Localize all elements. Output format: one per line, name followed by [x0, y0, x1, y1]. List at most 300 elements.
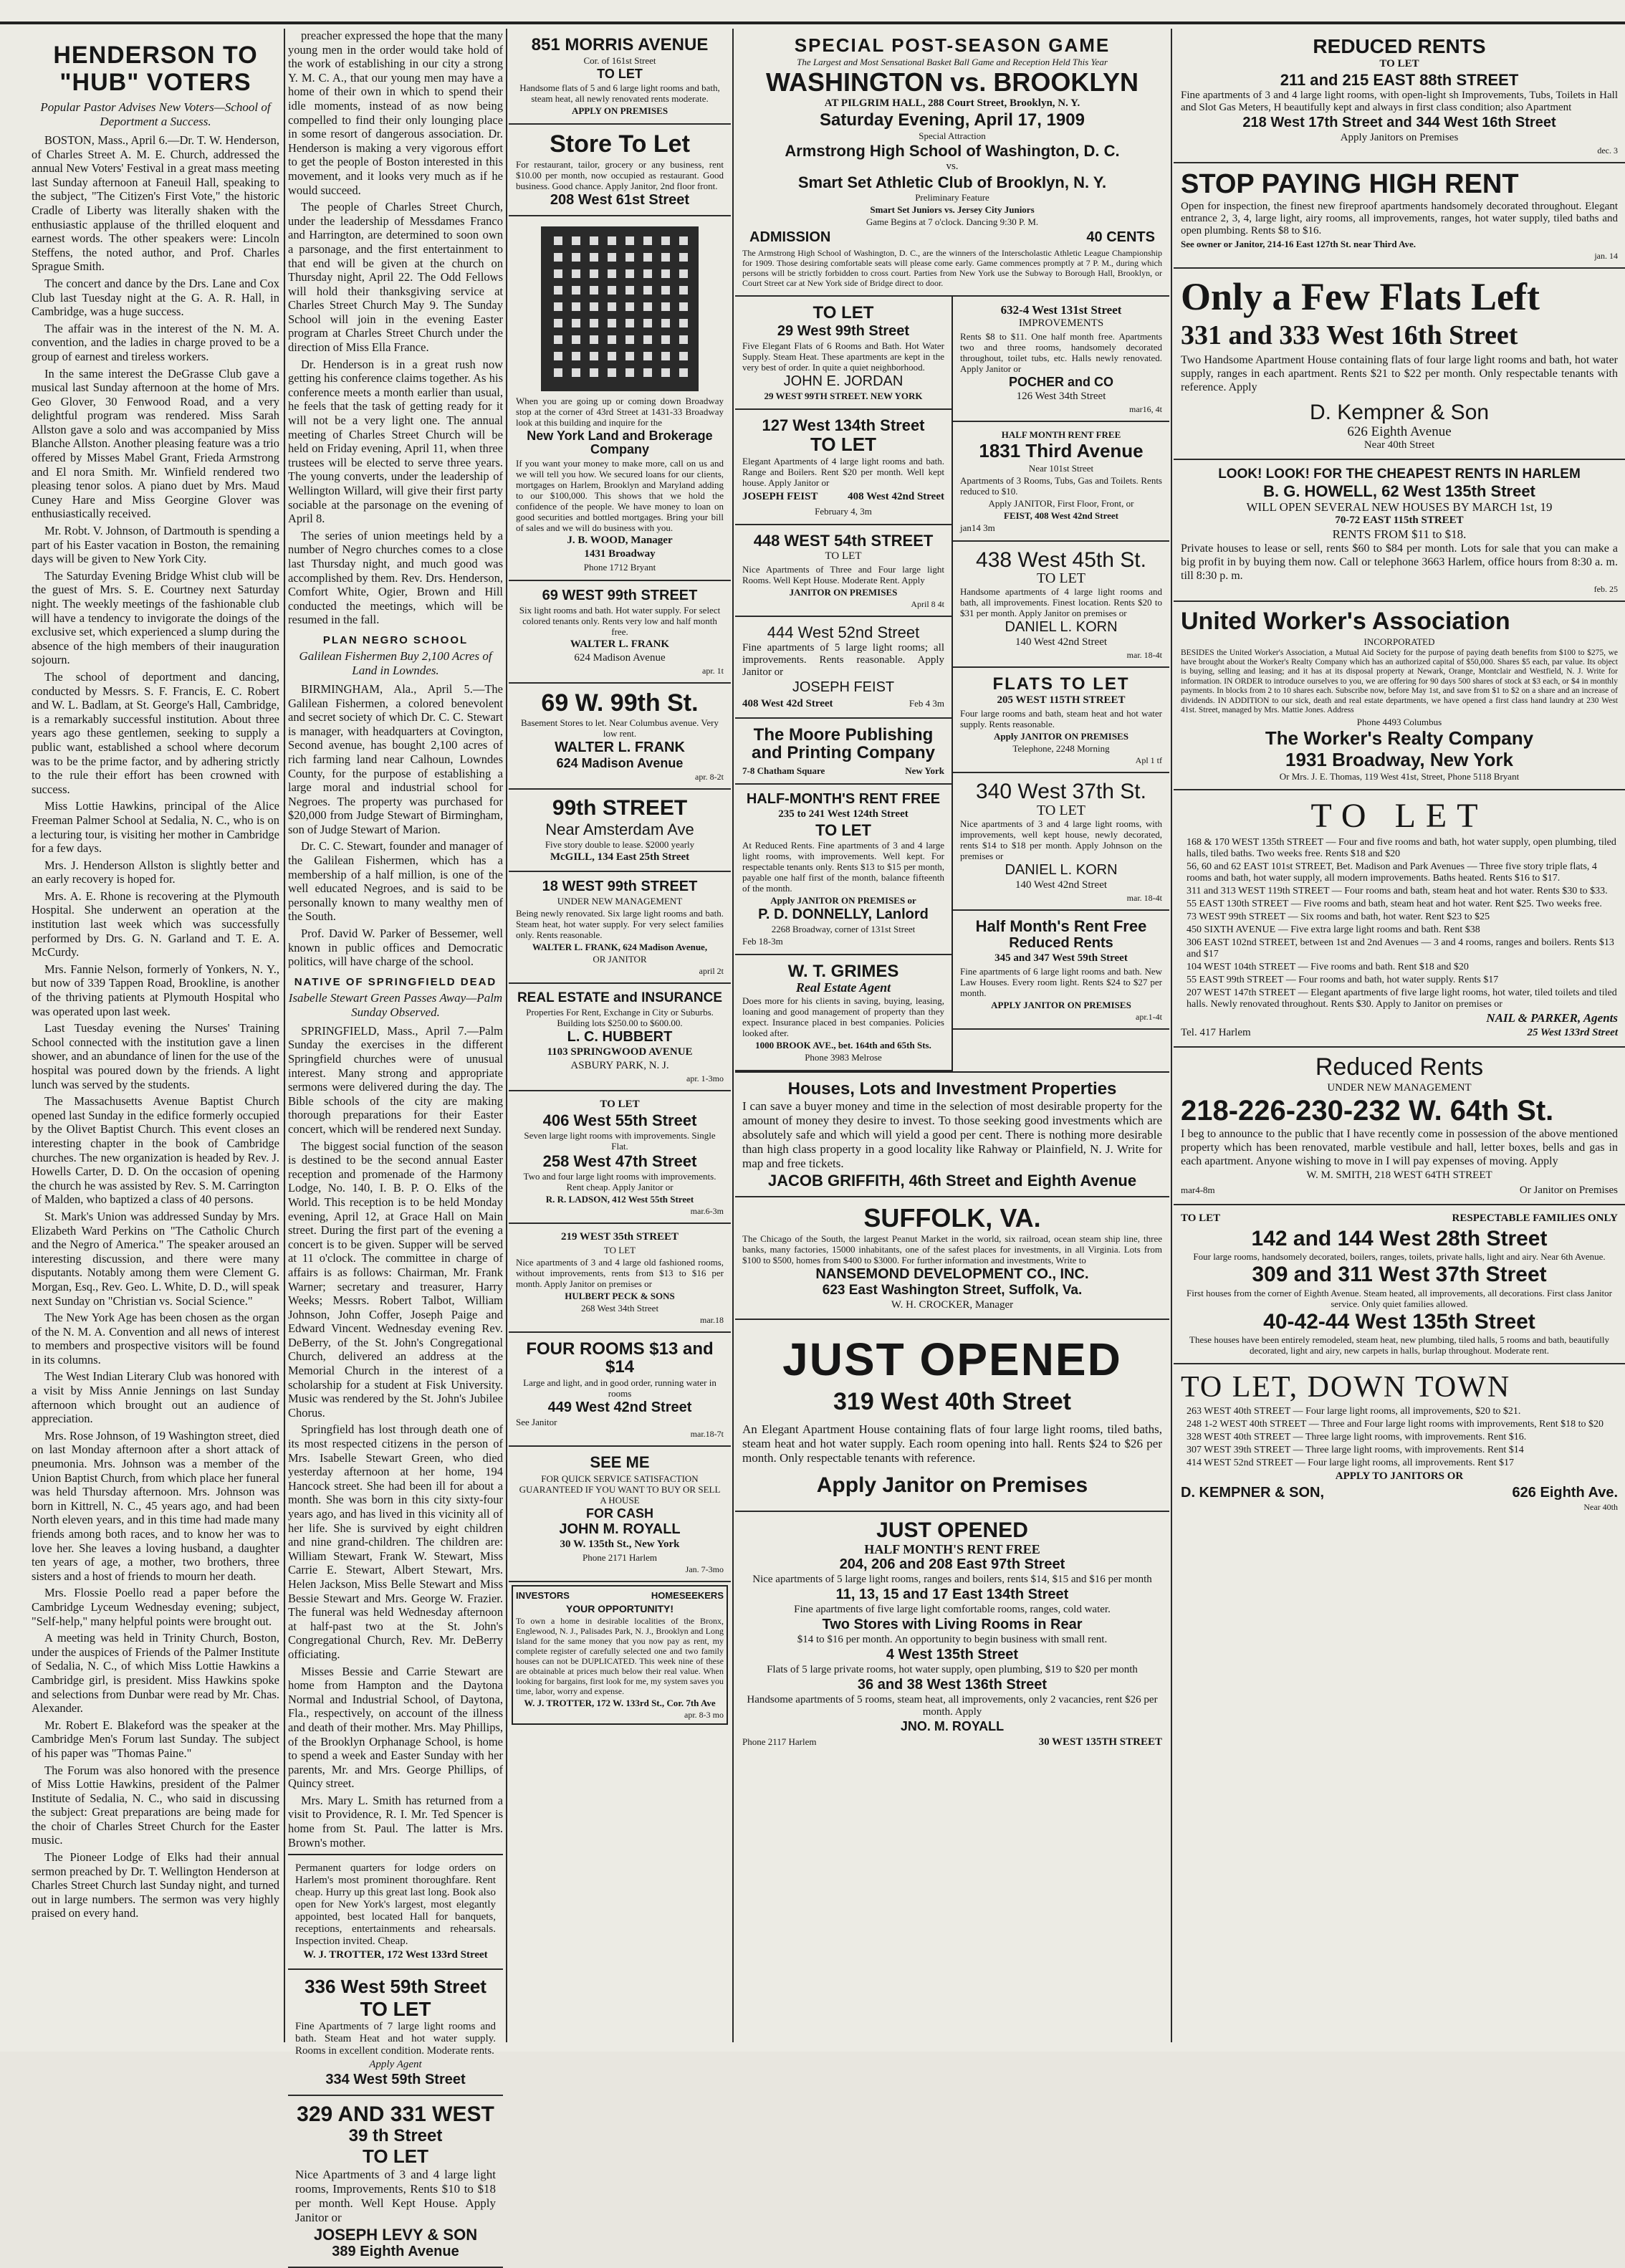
ad-address-2: 218 West 17th Street and 344 West 16th Street	[1242, 115, 1556, 131]
ad-footer-row	[1181, 1183, 1618, 1198]
ad-title: 69 WEST 99th STREET	[542, 587, 698, 603]
ad-title: Reduced Rents	[1315, 1053, 1484, 1081]
listing-item: 55 EAST 130th STREET — Five rooms and bath, steam heat and hot water. Rent $25. Two weeks free.	[1187, 899, 1602, 910]
ads-column-3	[509, 29, 731, 2042]
ad-address: 211 and 215 EAST 88th STREET	[1280, 71, 1519, 90]
window-shape	[625, 236, 634, 245]
listing-item: 328 WEST 40th STREET — Three large light rooms, with improvements. Rent $16.	[1187, 1432, 1527, 1443]
window-shape	[554, 286, 562, 295]
window-shape	[572, 335, 580, 344]
news-paragraph: BIRMINGHAM, Ala., April 5.—The Galilean Fishermen, a colored benevolent and secret society of which Dr. C. C. Stewart is manager, with headquarters at Covington, Second avenue, has bought 2,100 acres of rich farming land near Calhoun, Lowndes County, for the purpose of establishing a large moral and industrial school for Negroes. The property was purchased for $20,000 from Judge Stewart of Birmingham, son of Judge Stewart of Marion.	[288, 681, 503, 836]
ad-subtitle: The Largest and Most Sensational Basket Ball Game and Reception Held This Year	[797, 57, 1108, 68]
ad-title: 438 West 45th St.	[976, 547, 1146, 572]
ad-contact: W. M. SMITH, 218 WEST 64TH STREET	[1306, 1169, 1492, 1181]
ad-title-2: Two Stores with Living Rooms in Rear	[822, 1616, 1083, 1632]
ad-subtitle: TO LET	[1379, 58, 1419, 70]
window-shape	[679, 269, 688, 278]
ad-329	[288, 2096, 503, 2268]
news-paragraph: Dr. Henderson is in a great rush now getting his conference claims together. As his conference meets a month earlier than usual, he feels that the task of getting ready for it will not be a very light one. The annual meeting of Charles Street Church will be held on Friday evening, April 11, when three trustees will be elected to serve three years. The young converts, under the leadership of Wellington Willard, will give their first party sociable at the parsonage on the evening of April 8.	[288, 357, 503, 526]
ad-text: Properties For Rent, Exchange in City or Suburbs. Building lots $250.00 to $600.00.	[526, 1006, 714, 1028]
window-shape	[643, 335, 652, 344]
news-paragraph: Mr. Robert E. Blakeford was the speaker at the Cambridge Men's Forum last Sunday. The subject of his paper was "Thomas Paine."	[32, 1718, 279, 1760]
ad-title: TO LET	[600, 1098, 640, 1110]
ad-title: SUFFOLK, VA.	[863, 1203, 1041, 1233]
ad-manager: W. H. CROCKER, Manager	[891, 1298, 1014, 1311]
listing-item: 207 WEST 147th STREET — Elegant apartments of five large light rooms, hot water, tiled toilets and tiled halls. Newly renovated throughout. Rents $30. Apply to Janitor on premises or	[1187, 987, 1617, 1010]
ad-apply: Apply JANITOR, First Floor, Front, or	[988, 497, 1134, 509]
ad-address: 268 West 34th Street	[580, 1302, 659, 1314]
ad-address: 331 and 333 West 16th Street	[1181, 320, 1518, 351]
ad-subtitle: HALF MONTH'S RENT FREE	[864, 1541, 1040, 1556]
ad-contact: JOSEPH FEIST	[742, 491, 818, 503]
ad-city: ASBURY PARK, N. J.	[570, 1059, 669, 1071]
ad-grimes	[735, 955, 951, 1071]
ad-632-west-131st	[953, 297, 1169, 422]
ad-apply: JANITOR ON PREMISES	[789, 587, 898, 598]
window-shape	[608, 286, 616, 295]
ad-subtitle: UNDER NEW MANAGEMENT	[557, 895, 683, 906]
window-shape	[554, 319, 562, 327]
ad-99th	[509, 790, 731, 872]
ad-address: 319 West 40th Street	[833, 1388, 1071, 1416]
news-paragraph: Springfield has lost through death one of its most respected citizens in the person of Mrs. Isabelle Stewart Green, who died yesterday afternoon at her home, 194 Hancock street. She had been ill for about a month. She was born in this city sixty-four years ago, and has lived in this vicinity all of her life. She is survived by eight children and nine grand-children. The children are: William Stewart, Frank W. Stewart, Miss Carrie E. Stewart, Albert Stewart, Mrs. Helen Jackson, Miss Belle Stewart and Miss Bessie Stewart and Mrs. George W. Frazier. The funeral was held Wednesday afternoon at half-past two at the St. John's Congregational Church, Rev. Mr. DeBerry officiating.	[288, 1422, 503, 1661]
ad-lodge	[288, 1854, 503, 1970]
window-shape	[608, 368, 616, 377]
ad-address-2: 626 Eighth Avenue	[1347, 424, 1452, 439]
ad-time: Game Begins at 7 o'clock. Dancing 9:30 P. M.	[866, 216, 1039, 228]
ad-1831-third-avenue	[953, 422, 1169, 541]
ad-date: mar16, 4t	[1129, 404, 1162, 415]
window-shape	[554, 269, 562, 278]
ad-text-2: Private houses to lease or sell, rents $60 to $84 per month. Lots for sale that you can make a big profit in by buying them now. Call or telephone 3663 Harlem, office hours from 8:30 a. m. till 8:30 p. m.	[1181, 542, 1618, 582]
headline: HENDERSON TO "HUB" VOTERS	[53, 42, 258, 96]
news-column-1	[32, 29, 279, 2042]
ad-title: United Worker's Association	[1181, 607, 1510, 635]
window-shape	[608, 269, 616, 278]
ad-subtitle: TO LET	[815, 820, 871, 839]
window-shape	[643, 319, 652, 327]
ad-look-look	[1174, 460, 1625, 602]
ad-text: Nice apartments of 5 large light rooms, ranges and boilers, rents $14, $15 and $16 per month	[752, 1573, 1152, 1585]
ad-contact: WALTER L. FRANK	[570, 638, 670, 650]
column-rule	[1171, 29, 1172, 2042]
ad-text-3: $14 to $16 per month. An opportunity to begin business with small rent.	[797, 1633, 1108, 1645]
listing-item: 168 & 170 WEST 135th STREET — Four and five rooms and bath, hot water supply, open plumbing, tiled halls, tiled baths. Two weeks free. Rents $18 and $20	[1187, 837, 1616, 860]
ad-address: 204, 206 and 208 East 97th Street	[839, 1556, 1065, 1572]
ad-apply: Apply Agent	[369, 2058, 422, 2070]
ad-contact: JOHN E. JORDAN	[783, 373, 903, 389]
ad-address: 624 Madison Avenue	[556, 756, 684, 771]
ad-address: 205 WEST 115TH STREET	[997, 694, 1126, 707]
ad-date: mar.6-3m	[690, 1205, 724, 1216]
window-shape	[625, 368, 634, 377]
ad-date: apr. 1t	[702, 665, 724, 676]
ad-title: 219 WEST 35th STREET	[560, 1230, 679, 1243]
window-shape	[590, 319, 598, 327]
ad-text: Seven large light rooms with improvements. Single Flat.	[524, 1129, 716, 1152]
ad-title: FLATS TO LET	[992, 674, 1130, 694]
ad-date: feb. 25	[1593, 583, 1618, 594]
ad-apply: See Janitor	[516, 1417, 557, 1428]
ad-contact: D. Kempner & Son	[1309, 401, 1490, 425]
ad-title: W. T. GRIMES	[787, 961, 899, 981]
window-shape	[679, 368, 688, 377]
ad-69-w-99th-stores	[509, 684, 731, 790]
window-shape	[608, 352, 616, 360]
ad-title: 18 WEST 99th STREET	[542, 878, 698, 894]
ad-date: February 4, 3m	[815, 506, 872, 517]
ad-address: 406 West 55th Street	[542, 1111, 697, 1129]
ad-team-2: Smart Set Athletic Club of Brooklyn, N. Y.	[797, 173, 1107, 192]
ad-contact: McGILL, 134 East 25th Street	[550, 851, 690, 863]
ad-448-west-54th	[735, 525, 951, 617]
ad-contact: JACOB GRIFFITH, 46th Street and Eighth Avenue	[767, 1172, 1137, 1190]
window-shape	[661, 286, 670, 295]
window-shape	[608, 319, 616, 327]
window-shape	[679, 302, 688, 311]
ad-address-2: 408 West 42nd Street	[848, 491, 944, 503]
ad-contact: WALTER L. FRANK	[555, 740, 685, 756]
ad-title: 1831 Third Avenue	[979, 440, 1144, 462]
ad-contact-row	[742, 489, 944, 504]
news-paragraph: Mr. Robt. V. Johnson, of Dartmouth is spending a part of his Easter vacation in Boston, the remaining days will be given to New York City.	[32, 524, 279, 566]
ad-address: 1931 Broadway, New York	[1285, 748, 1513, 770]
ad-left-title: TO LET	[1181, 1212, 1221, 1224]
ad-contact: JNO. M. ROYALL	[900, 1718, 1005, 1733]
ad-title: TO LET	[810, 433, 876, 455]
ad-phone: Phone 3983 Melrose	[805, 1051, 882, 1063]
window-shape	[608, 335, 616, 344]
window-shape	[554, 236, 562, 245]
ad-address-row	[742, 697, 944, 712]
ad-text: The Chicago of the South, the largest Peanut Market in the world, six railroad, ocean steam ship line, three banks, many factories, 15000 inhabitants, one of the safest places for investments, in all Virginia. Lots from $100 to $500, homes from $400 to $3000. For further information and investments, Write to	[742, 1233, 1162, 1265]
ad-text: Being newly renovated. Six large light rooms and bath. Steam heat, hot water supply. For very select families only. Rents reasonable.	[516, 907, 724, 940]
ad-subtitle: YOUR OPPORTUNITY!	[565, 1602, 674, 1614]
window-shape	[572, 269, 580, 278]
ad-address-2: 2268 Broadway, corner of 131st Street	[771, 923, 916, 934]
ad-title: FOUR ROOMS $13 and $14	[526, 1339, 714, 1377]
ads-column-4	[735, 29, 1169, 2042]
ad-text: Apartments of 3 Rooms, Tubs, Gas and Toilets. Rents reduced to $10.	[960, 474, 1162, 497]
window-shape	[643, 253, 652, 262]
window-shape	[572, 253, 580, 262]
listing-list	[1181, 837, 1618, 1010]
ad-date: April 8 4t	[911, 599, 944, 610]
ad-127-west-134th	[735, 410, 951, 525]
window-shape	[572, 286, 580, 295]
ad-right-title: RESPECTABLE FAMILIES ONLY	[1452, 1212, 1618, 1224]
ad-address: 30 W. 135th St., New York	[560, 1539, 680, 1551]
window-shape	[661, 253, 670, 262]
ad-address: 208 West 61st Street	[550, 191, 690, 208]
listing-item: 263 WEST 40th STREET — Four large light rooms, all improvements, $20 to $21.	[1187, 1406, 1521, 1417]
section-subtitle: Galilean Fishermen Buy 2,100 Acres of Land in Lowndes.	[299, 649, 492, 677]
ad-title: 444 West 52nd Street	[767, 623, 920, 642]
listing-item: 450 SIXTH AVENUE — Five extra large light rooms and bath. Rent $38	[1187, 924, 1480, 936]
ad-address-4: 36 and 38 West 136th Street	[857, 1676, 1048, 1693]
ad-text-2: Two and four large light rooms with improvements. Rent cheap. Apply Janitor or	[523, 1170, 716, 1192]
ad-address-2: 309 and 311 West 37th Street	[1252, 1263, 1547, 1287]
window-shape	[661, 319, 670, 327]
ad-subtitle: Near Amsterdam Ave	[545, 820, 694, 838]
window-shape	[661, 302, 670, 311]
ad-subtitle: IMPROVEMENTS	[1018, 317, 1104, 330]
news-paragraph: The concert and dance by the Drs. Lane and Cox Club last Tuesday night at the G. A. R. Hall, in Cambridge, was a huge success.	[32, 276, 279, 319]
ad-contact: DANIEL L. KORN	[1005, 619, 1118, 636]
ad-text: Fine Apartments of 7 large light rooms and bath. Steam Heat and hot water supply. Rooms in excellent condition. Moderate rents.	[295, 2020, 496, 2057]
ad-subtitle: TO LET	[1037, 802, 1085, 818]
ad-preliminary-2: Smart Set Juniors vs. Jersey City Juniors	[870, 204, 1035, 216]
ad-respectable-families	[1174, 1205, 1625, 1365]
section-body	[288, 682, 503, 969]
ad-date: jan14 3m	[960, 522, 995, 533]
window-shape	[572, 236, 580, 245]
window-shape	[554, 335, 562, 344]
ad-date: mar.18-7t	[690, 1429, 724, 1440]
ad-29-west-99th	[735, 297, 951, 409]
ad-title-row	[516, 1589, 724, 1602]
news-paragraph: The Forum was also honored with the presence of Miss Lottie Hawkins, president of the Palmer Institute of Sedalia, N. C., who said in discussing the subject: Great preparations are being made for the choir of Charles Street Church for the Easter music.	[32, 1763, 279, 1847]
ad-contact: POCHER and CO	[1008, 375, 1113, 390]
news-paragraph: Mrs. A. E. Rhone is recovering at the Plymouth Hospital. She underwent an operation at the institution last week which was successfully performed by Drs. G. N. Garland and T. E. A. McCurdy.	[32, 889, 279, 960]
window-shape	[554, 368, 562, 377]
news-paragraph: A meeting was held in Trinity Church, Boston, under the auspices of Friends of the Palmer Institute of Sedalia, N. C., of which Miss Lottie Hawkins a Cambridge girl, is president. Miss Hawkins spoke and selections from Dunbar were read by Mr. Chas. Alexander.	[32, 1631, 279, 1716]
ads-column-5	[1174, 29, 1625, 2042]
ad-basketball-game	[735, 29, 1169, 297]
ad-headline: TO LET	[597, 67, 643, 82]
ad-219-west-35th	[509, 1224, 731, 1333]
window-shape	[643, 236, 652, 245]
listing-item: 248 1-2 WEST 40th STREET — Three and Four large light rooms with improvements, Rent $18 to $20	[1187, 1419, 1604, 1430]
ad-date: dec. 3	[1597, 145, 1618, 156]
window-shape	[679, 236, 688, 245]
ad-address-2: 29 WEST 99TH STREET. NEW YORK	[764, 390, 923, 401]
column-rule	[284, 29, 285, 2042]
news-column-2	[288, 29, 503, 2260]
ad-18-west-99th	[509, 872, 731, 984]
news-paragraph: Mrs. Mary L. Smith has returned from a visit to Providence, R. I. Mr. Ted Spencer is home from St. Paul. The latter is Mrs. Brown's mother.	[288, 1793, 503, 1850]
ad-address: 235 to 241 West 124th Street	[778, 808, 909, 820]
ad-text: Four large rooms and bath, steam heat and hot water supply. Rents reasonable.	[960, 708, 1162, 730]
ad-contact: B. G. HOWELL, 62 West 135th Street	[1263, 482, 1535, 500]
top-rule	[0, 21, 1625, 24]
ad-subtitle: INCORPORATED	[1363, 636, 1435, 647]
ad-footer-row	[1181, 1025, 1618, 1040]
ad-investors	[512, 1585, 728, 1724]
ad-title: LOOK! LOOK! FOR THE CHEAPEST RENTS IN HARLEM	[1218, 466, 1581, 482]
ad-price: 40 CENTS	[1086, 229, 1155, 246]
ad-address: 408 West 42d Street	[742, 698, 833, 710]
subhead: Popular Pastor Advises New Voters—School of Deportment a Success.	[40, 100, 271, 128]
ad-contact: FEIST, 408 West 42nd Street	[1004, 509, 1118, 521]
news-paragraph: The series of union meetings held by a number of Negro churches comes to a close last Thursday night, and much good was accomplished by them. Rev. Drs. Henderson, Comfort White, Ogier, Brown and Hill conducted the meetings, which will be resumed in the fall.	[288, 528, 503, 627]
ad-subtitle: TO LET	[1037, 570, 1085, 587]
ad-teams: WASHINGTON vs. BROOKLYN	[765, 67, 1139, 97]
ad-text: Four large rooms, handsomely decorated, boilers, ranges, toilets, private halls, light and airy. Near 6th Avenue.	[1193, 1251, 1606, 1263]
ad-title: JUST OPENED	[782, 1333, 1122, 1385]
ad-406-west-55th	[509, 1091, 731, 1224]
ad-subtitle-2: Or Janitor on Premises	[1519, 1184, 1618, 1196]
ad-title-2: The Worker's Realty Company	[1265, 727, 1534, 750]
ad-footer-row	[742, 1735, 1162, 1750]
window-shape	[625, 352, 634, 360]
window-shape	[608, 302, 616, 311]
ad-text-4: Flats of 5 large private rooms, hot water supply, open plumbing, $19 to $20 per month	[767, 1663, 1138, 1675]
news-paragraph: Prof. David W. Parker of Bessemer, well known in public offices and Democratic politics, will have charge of the school.	[288, 927, 503, 969]
ad-subtitle: Near 40th Street	[1363, 439, 1435, 451]
ad-address: 140 West 42nd Street	[1015, 879, 1108, 891]
window-shape	[679, 352, 688, 360]
ad-address: 127 West 134th Street	[762, 416, 925, 434]
ad-address: 70-72 EAST 115th STREET	[1335, 514, 1464, 526]
window-shape	[679, 286, 688, 295]
ad-date: Jan. 7-3mo	[685, 1564, 724, 1575]
ad-title: 99th STREET	[552, 796, 688, 820]
ad-preliminary: Preliminary Feature	[915, 192, 989, 204]
ad-text: Open for inspection, the finest new fireproof apartments handsomely decorated throughout. Elegant entrance 2, 3, 4, large light, airy rooms, all improvements, ranges, hot water supply, tiled baths and open plumbing. Rents $8 to $16.	[1181, 201, 1618, 237]
news-paragraph: The New York Age has been chosen as the organ of the N. M. A. Convention and all news of interest to members and prospective visitors will be found in its columns.	[32, 1311, 279, 1367]
ad-text: Five story double to lease. $2000 yearly	[545, 838, 695, 850]
section-title: PLAN NEGRO SCHOOL	[322, 633, 469, 646]
ad-houses-lots	[735, 1071, 1169, 1197]
ad-caption: When you are going up or coming down Broadway stop at the corner of 43rd Street at 1431-33 Broadway look at this building and inquire for the	[516, 395, 724, 428]
ad-date: Feb 4 3m	[909, 698, 944, 709]
ad-date: Apl 1 tf	[1135, 755, 1162, 766]
ad-text: Large and light, and in good order, running water in rooms	[523, 1377, 716, 1399]
listing-item: 73 WEST 99th STREET — Six rooms and bath, hot water. Rent $23 to $25	[1187, 911, 1490, 923]
ad-left-title: INVESTORS	[516, 1590, 570, 1602]
ad-title: STOP PAYING HIGH RENT	[1181, 169, 1519, 200]
ad-text: If you want your money to make more, call on us and we will tell you how. We secured loans for our clients, mortgages on Harlem, Brooklyn and Maryland adding to our $100,000. This shows that we hold the confidence of the people. We have money to loan on good securities and bottled mortgages. Bring your bill of sales and we will do business with you.	[516, 457, 724, 533]
ad-contact-address: 389 Eighth Avenue	[332, 2244, 459, 2260]
ad-text: Two Handsome Apartment House containing flats of four large light rooms and bath, hot water supply, ranges in each apartment. Rents $21 to $22 per month. Only respectable tenants with reference. Apply	[1181, 354, 1618, 394]
ad-subtitle-2: OR JANITOR	[593, 953, 647, 965]
ad-text: Handsome apartments of 4 large light rooms and bath, all improvements. Finest location. Rents $20 to $31 per month. Apply Janitor on premises or	[960, 586, 1162, 619]
ad-235-west-124th	[735, 785, 951, 955]
ad-contact: JOSEPH FEIST	[792, 679, 895, 696]
ad-apply: Apply JANITOR ON PREMISES or	[770, 894, 916, 906]
ad-title: SEE ME	[590, 1453, 650, 1472]
ad-contact: W. J. TROTTER, 172 West 133rd Street	[303, 1949, 488, 1961]
ad-contact: JOSEPH LEVY & SON	[313, 2225, 478, 2244]
ad-apply: Apply JANITOR ON PREMISES	[994, 731, 1128, 742]
ad-text: Fine apartments of 6 large light rooms and bath. New Law Houses. Every room light. Rents $24 to $27 per month.	[960, 965, 1162, 998]
ad-morris	[509, 29, 731, 125]
column-rule	[506, 29, 507, 2042]
ad-address: 1431 Broadway	[584, 547, 656, 560]
news-paragraph: Last Tuesday evening the Nurses' Training School connected with the institution gave a linen shower, and an abundance of linen for the use of the hospital was poured down by the friends. A light lunch was served by the students.	[32, 1021, 279, 1091]
ads-subcolumn-right	[953, 297, 1169, 1071]
ad-contact: HULBERT PECK & SONS	[565, 1290, 675, 1301]
ad-text: Six light rooms and bath. Hot water supply. For select colored tenants only. Rents very low and half month free.	[519, 604, 721, 637]
window-shape	[590, 302, 598, 311]
news-paragraph: preacher expressed the hope that the many young men in the order would take hold of the work of establishing in our city a strong Y. M. C. A., that our young men may have a home of their own in which to spend their idle moments, instead of as now being compelled to find their only lounging place in some resort of dangerous association. Dr. Henderson is making a very vigorous effort to get the people of Boston interested in this movement, and it looks very much as if he would succeed.	[288, 29, 503, 197]
news-paragraph: Mrs. Rose Johnson, of 19 Washington street, died on last Monday afternoon after a short attack of pneumonia. Mrs. Johnson was a member of the Union Baptist Church, from which place her funeral was held Thursday afternoon. Mrs. Johnson was born in Kittrell, N. C., 45 years ago, and had been North eleven years, and in this time had made many friends among both races, and to know her was to love her. She leaves a loving husband, a daughter ten years of age, a mother, two brothers, three sisters and a host of friends to mourn her death.	[32, 1428, 279, 1583]
ad-text: Five Elegant Flats of 6 Rooms and Bath. Hot Water Supply. Steam Heat. These apartments are kept in the very best of order. In quite a quiet neighborhood.	[742, 340, 944, 373]
ad-apply: Apply Janitor on Premises	[816, 1473, 1088, 1497]
ad-reduced-rents-88th	[1174, 29, 1625, 163]
news-paragraph: The school of deportment and dancing, conducted by Messrs. S. F. Francis, E. C. Robert and W. L. Badlam, at St. George's Hall, Cambridge, is a remarkably successful institution. About three years ago these gentlemen, seeking to supply a public want, established a school where decorum was to be the prime factor, and by adhering strictly to the rule their effort has been crowned with success.	[32, 669, 279, 796]
ad-address-row	[742, 764, 944, 777]
listing-item: 55 EAST 99th STREET — Four rooms and bath, hot water supply. Rents $17	[1187, 975, 1499, 986]
window-shape	[679, 335, 688, 344]
ad-text: I can save a buyer money and time in the selection of most desirable property for the amount of money they desire to invest. To those seeking good investments which are absolutely safe and which will yield a good per cent. There is nothing more desirable than high class property in a good locality like Rahway or Plainfield, N. J. Write for map and free tickets.	[742, 1099, 1162, 1171]
window-shape	[590, 269, 598, 278]
ad-admission: ADMISSION	[749, 229, 831, 246]
ad-tel: Tel. 417 Harlem	[1181, 1027, 1251, 1039]
ad-subtitle: TO LET	[825, 550, 862, 563]
ad-phone: Phone 1712 Bryant	[583, 561, 656, 573]
listing-list	[1181, 1406, 1618, 1469]
ad-see-me	[509, 1447, 731, 1582]
window-shape	[661, 352, 670, 360]
ad-address: 7-8 Chatham Square	[742, 765, 825, 776]
ad-text: Nice apartments of 3 and 4 large old fashioned rooms, without improvements, rents from $13 to $16 per month. Apply Janitor on premises or	[516, 1256, 724, 1289]
ad-brokerage	[509, 216, 731, 581]
ad-title: HALF-MONTH'S RENT FREE	[746, 790, 941, 807]
ad-text: BESIDES the United Worker's Association, a Mutual Aid Society for the purpose of paying death benefits from $100 to $275, we have brought about the Worker's Realty Company which has an authorized capital of $50,000. Shares $5 each, par value. Its object is buying, selling and leasing; and it has at its disposal property at Newark, Orange, Montclair and Westfield, N. J. Write for information. IN ORDER to introduce ourselves to you, we are offering for 90 days 500 shares of stock at $3 each, or $4 in monthly payments. In blocks from 2 to 10 shares each. Subscribe now, before May 1st, and save from $1 to $2 on a share and an increase of dividends. IN ADDITION to our sick, death and real estate departments, we have opened a first class hand laundry at 230 West 41st. Street, managed by Mrs. Mattie Jones. Address	[1181, 648, 1618, 715]
ad-contact: R. R. LADSON, 412 West 55th Street	[545, 1193, 694, 1205]
window-shape	[625, 335, 634, 344]
ad-title: TO LET	[1310, 797, 1488, 836]
ad-to-let-nail-parker	[1174, 790, 1625, 1048]
ad-just-opened-royall	[735, 1512, 1169, 1755]
ad-address-2: 334 West 59th Street	[325, 2071, 466, 2087]
ad-title: 448 WEST 54th STREET	[753, 532, 934, 550]
ad-contact: W. J. TROTTER, 172 W. 133rd St., Cor. 7th Ave	[524, 1697, 716, 1708]
window-shape	[572, 368, 580, 377]
ad-444-west-52nd	[735, 617, 951, 719]
ad-text: At Reduced Rents. Fine apartments of 3 and 4 large light rooms, with improvements. Well kept. For respectable tenants only. Rents $13 to $15 per month, payable one half first of the month, balance fifteenth of the month.	[742, 839, 944, 894]
ad-336	[288, 1970, 503, 2096]
ad-manager: J. B. WOOD, Manager	[567, 534, 673, 546]
ad-rents: RENTS FROM $11 to $18.	[1332, 527, 1467, 541]
window-shape	[625, 302, 634, 311]
window-shape	[590, 368, 598, 377]
ad-attraction: Special Attraction	[919, 130, 986, 142]
ad-title: New York Land and Brokerage Company	[527, 428, 713, 456]
ad-title: 340 West 37th St.	[976, 780, 1146, 804]
ad-address-3: 4 West 135th Street	[886, 1646, 1019, 1662]
ad-title: REAL ESTATE and INSURANCE	[517, 990, 723, 1005]
ad-apply: APPLY JANITOR ON PREMISES	[991, 999, 1131, 1010]
window-shape	[572, 352, 580, 360]
ad-four-rooms	[509, 1333, 731, 1447]
listing-item: 307 WEST 39th STREET — Three large light rooms, with improvements. Rent $14	[1187, 1445, 1524, 1456]
ad-date: mar.18	[700, 1314, 724, 1325]
window-shape	[572, 302, 580, 311]
ad-title: TO LET	[360, 1997, 431, 2020]
ad-contact: P. D. DONNELLY, Lanlord	[758, 906, 929, 922]
ad-admission-row	[742, 229, 1162, 247]
listing-item: 311 and 313 WEST 119th STREET — Four rooms and bath, steam heat and hot water. Rents $30 to $33.	[1187, 886, 1608, 897]
news-paragraph: Mrs. Fannie Nelson, formerly of Yonkers, N. Y., but now of 339 Tappen Road, Brookline, is another of the thriving patients at Plymouth Hospital who was operated upon last week.	[32, 962, 279, 1018]
ad-phone: Phone 2171 Harlem	[583, 1552, 657, 1564]
ad-address: 336 West 59th Street	[305, 1976, 486, 1998]
ad-title: 69 W. 99th St.	[541, 689, 699, 717]
ad-text: WILL OPEN SEVERAL NEW HOUSES BY MARCH 1st, 19	[1246, 499, 1553, 514]
ad-date: apr.1-4t	[1136, 1011, 1162, 1022]
news-paragraph: BOSTON, Mass., April 6.—Dr. T. W. Henderson, of Charles Street A. M. E. Church, addressed the annual New Voters' Festival in a great mass meeting last Sunday afternoon at Faneuil Hall, speaking to the subject, "The Citizen's First Vote," the historic Cradle of Liberty was literally shaken with the enthusiastic applause of the thrilled eloquent and earnest words. The other speakers were: Lincoln Steffens, the noted author, and Prof. Charles Sprague Smith.	[32, 133, 279, 274]
ad-contact: D. KEMPNER & SON,	[1181, 1485, 1325, 1501]
window-shape	[572, 319, 580, 327]
ad-subtitle: UNDER NEW MANAGEMENT	[1327, 1081, 1472, 1094]
ad-date: april 2t	[699, 965, 724, 976]
ad-text-5: Handsome apartments of 5 rooms, steam heat, all improvements, only 2 vacancies, rent $26 per month. Apply	[747, 1693, 1158, 1718]
news-paragraph: The West Indian Literary Club was honored with a visit by Miss Annie Jennings on last Sunday afternoon which brought out an audience of appreciation.	[32, 1369, 279, 1426]
window-shape	[643, 286, 652, 295]
window-shape	[679, 253, 688, 262]
